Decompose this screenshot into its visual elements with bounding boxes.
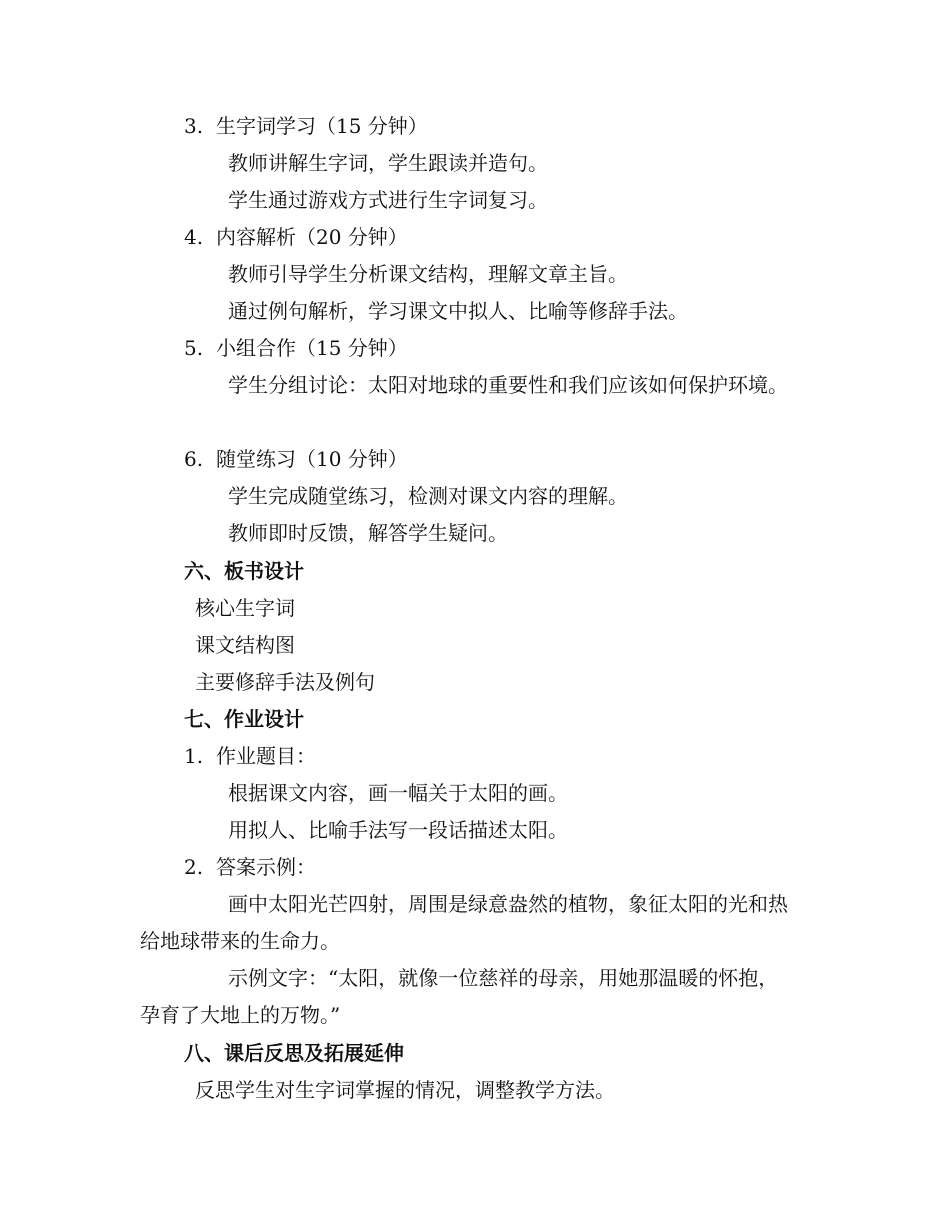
- homework-q1-title-text: 作业题目：: [216, 744, 316, 768]
- step-6-number: 6.: [184, 447, 204, 471]
- step-3-line-1: 教师讲解生字词，学生跟读并造句。: [228, 151, 548, 175]
- step-3-title: [184, 112, 428, 140]
- homework-q1-number: 1.: [184, 744, 204, 768]
- step-3-title-text: 生字词学习（15 分钟）: [216, 114, 428, 138]
- section-7-heading: 七、作业设计: [184, 707, 304, 731]
- section-6-heading: 六、板书设计: [184, 559, 304, 583]
- board-item-2: 课文结构图: [195, 633, 295, 657]
- homework-q1-title: [184, 742, 316, 770]
- step-4-line-1: 教师引导学生分析课文结构，理解文章主旨。: [228, 262, 628, 286]
- reflection-line: 反思学生对生字词掌握的情况，调整教学方法。: [195, 1078, 615, 1102]
- homework-q2-title-text: 答案示例：: [216, 855, 316, 879]
- step-5-number: 5.: [184, 336, 204, 360]
- section-8-heading: 八、课后反思及拓展延伸: [184, 1041, 404, 1065]
- answer-example-paragraph-2: 示例文字：“太阳，就像一位慈祥的母亲，用她那温暖的怀抱，孕育了大地上的万物。”: [140, 966, 779, 1027]
- homework-q1-line-1: 根据课文内容，画一幅关于太阳的画。: [228, 781, 568, 805]
- step-6-line-2: 教师即时反馈，解答学生疑问。: [228, 521, 508, 545]
- board-item-3: 主要修辞手法及例句: [195, 670, 375, 694]
- step-3-number: 3.: [184, 114, 204, 138]
- step-4-title: [184, 223, 408, 251]
- step-6-line-1: 学生完成随堂练习，检测对课文内容的理解。: [228, 484, 628, 508]
- step-4-title-text: 内容解析（20 分钟）: [216, 225, 408, 249]
- step-5-paragraph: 学生分组讨论：太阳对地球的重要性和我们应该如何保护环境。: [228, 373, 788, 397]
- step-4-line-2: 通过例句解析，学习课文中拟人、比喻等修辞手法。: [228, 299, 688, 323]
- homework-q2-number: 2.: [184, 855, 204, 879]
- step-6-title: [184, 445, 408, 473]
- homework-q1-line-2: 用拟人、比喻手法写一段话描述太阳。: [228, 818, 568, 842]
- board-item-1: 核心生字词: [195, 596, 295, 620]
- step-4-number: 4.: [184, 225, 204, 249]
- answer-example-paragraph-1: 画中太阳光芒四射，周围是绿意盎然的植物，象征太阳的光和热给地球带来的生命力。: [140, 892, 788, 953]
- step-6-title-text: 随堂练习（10 分钟）: [216, 447, 408, 471]
- homework-q2-title: [184, 853, 316, 881]
- step-3-line-2: 学生通过游戏方式进行生字词复习。: [228, 188, 548, 212]
- step-5-title-text: 小组合作（15 分钟）: [216, 336, 408, 360]
- step-5-title: [184, 334, 408, 362]
